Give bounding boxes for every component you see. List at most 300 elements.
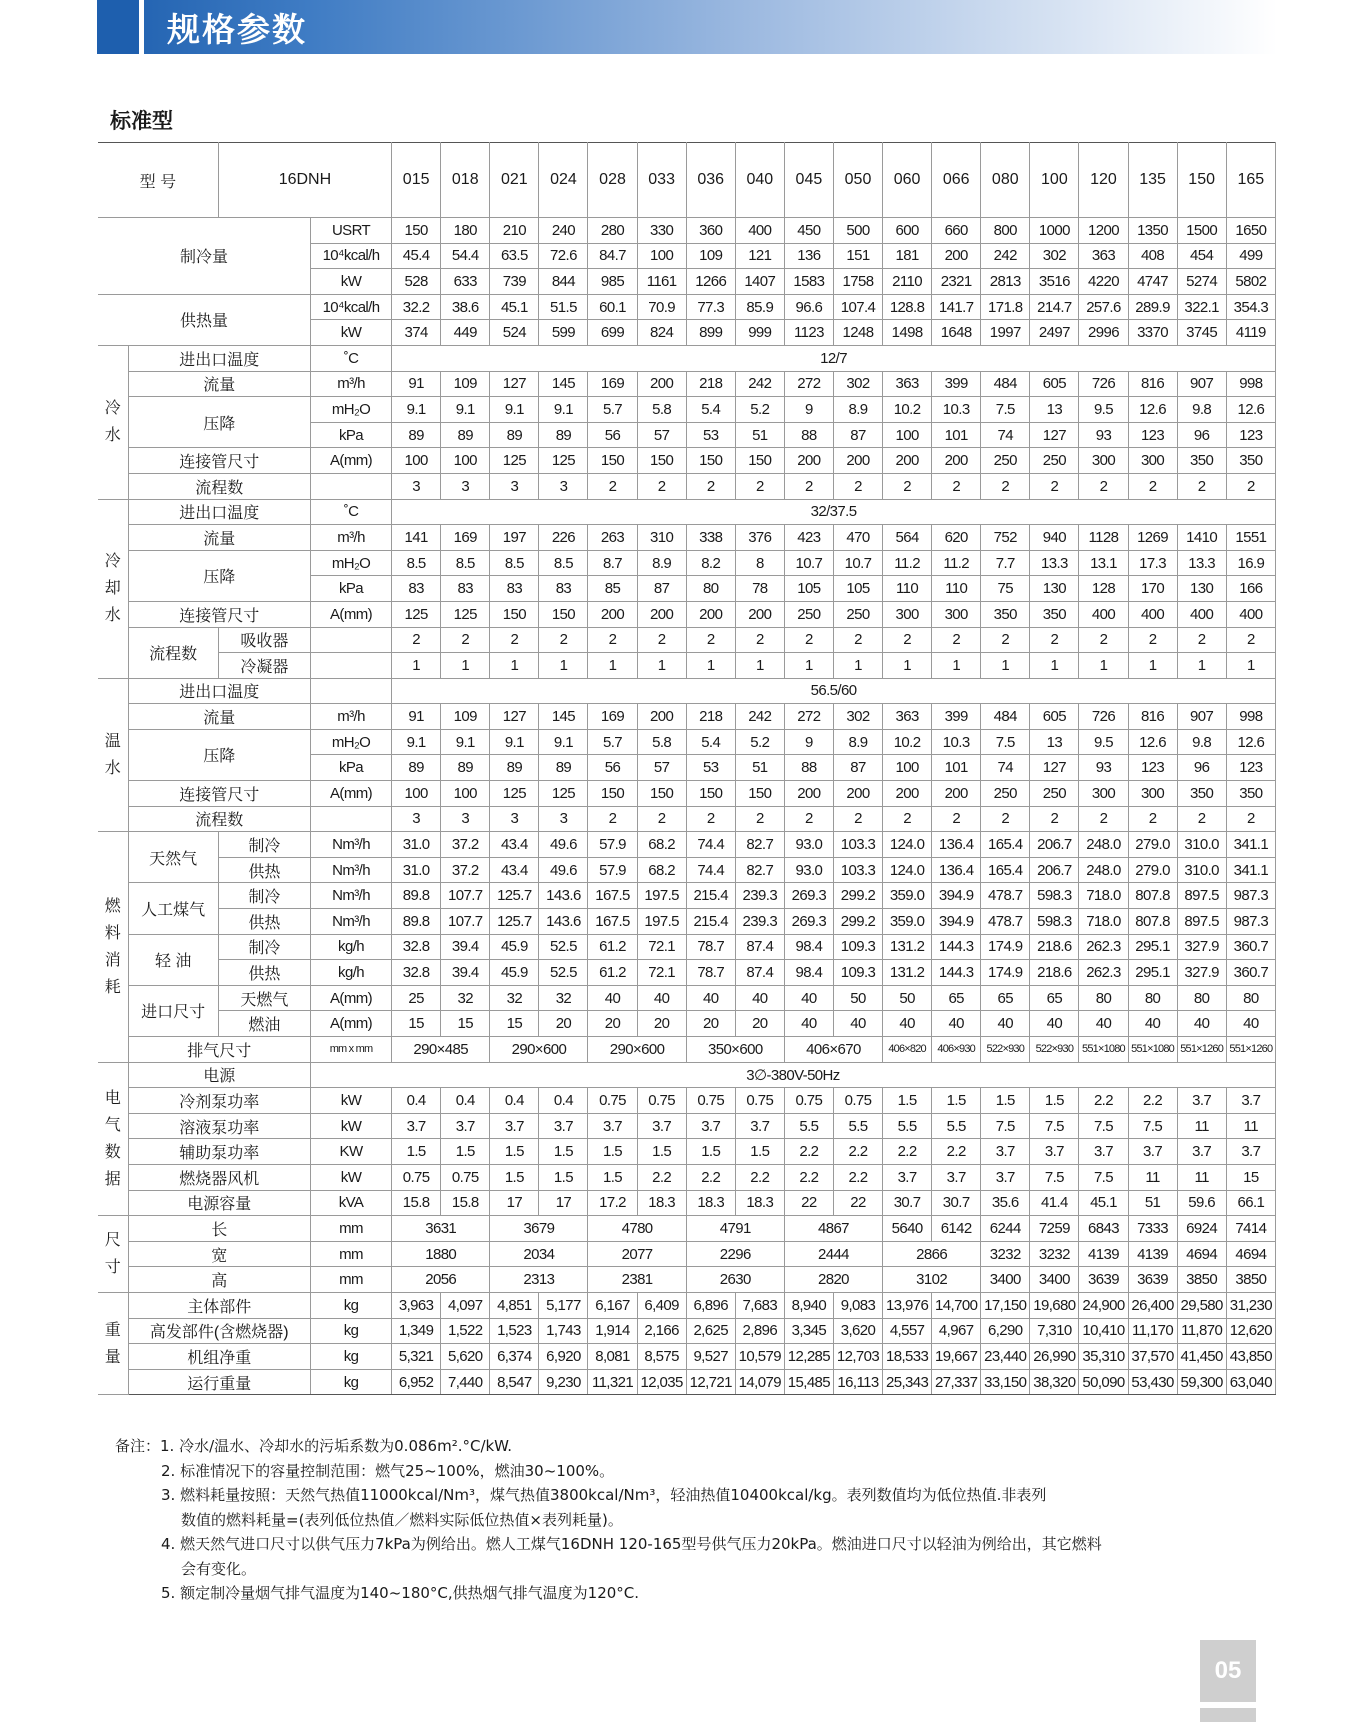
value-cell: 32.8 xyxy=(392,934,441,960)
value-cell: 45.4 xyxy=(392,243,441,269)
value-cell: 45.9 xyxy=(490,960,539,986)
value-cell: 80 xyxy=(1128,985,1177,1011)
row-label: 电源容量 xyxy=(128,1190,310,1216)
value-cell: 96 xyxy=(1177,755,1226,781)
value-cell: 1 xyxy=(735,653,784,679)
value-cell: 8.2 xyxy=(686,550,735,576)
value-cell: 5.5 xyxy=(784,1113,833,1139)
row-label: 压降 xyxy=(128,550,310,601)
value-cell: 125.7 xyxy=(490,909,539,935)
value-cell: 2.2 xyxy=(1079,1088,1128,1114)
value-cell: 9.8 xyxy=(1177,397,1226,423)
value-cell: 302 xyxy=(833,371,882,397)
value-cell: 250 xyxy=(981,781,1030,807)
unit-cell: kg xyxy=(310,1318,391,1344)
value-cell: 290×600 xyxy=(588,1037,686,1063)
value-cell: 9.1 xyxy=(539,397,588,423)
unit-cell: kVA xyxy=(310,1190,391,1216)
value-cell: 197.5 xyxy=(637,883,686,909)
value-cell: 1 xyxy=(1177,653,1226,679)
value-cell: 3.7 xyxy=(981,1164,1030,1190)
value-cell: 40 xyxy=(981,1011,1030,1037)
value-cell: 19,667 xyxy=(932,1344,981,1370)
value-cell: 144.3 xyxy=(932,960,981,986)
value-cell: 3232 xyxy=(1030,1241,1079,1267)
value-cell: 897.5 xyxy=(1177,909,1226,935)
value-cell: 131.2 xyxy=(883,960,932,986)
value-cell: 15 xyxy=(441,1011,490,1037)
value-cell: 394.9 xyxy=(932,883,981,909)
value-cell: 74.4 xyxy=(686,832,735,858)
group-label: 燃料消耗 xyxy=(98,832,128,1062)
table-row xyxy=(98,448,1276,474)
value-cell: 65 xyxy=(932,985,981,1011)
value-cell: 400 xyxy=(1226,601,1275,627)
value-cell: 5,620 xyxy=(441,1344,490,1370)
table-subtitle: 标准型 xyxy=(110,109,173,133)
value-cell: 40 xyxy=(784,1011,833,1037)
value-cell: 2 xyxy=(833,806,882,832)
value-cell: 1.5 xyxy=(735,1139,784,1165)
value-cell: 1407 xyxy=(735,269,784,295)
value-cell: 10.3 xyxy=(932,729,981,755)
value-cell: 127 xyxy=(1030,755,1079,781)
value-cell: 6,896 xyxy=(686,1292,735,1318)
section-header xyxy=(97,0,1277,54)
value-cell: 2444 xyxy=(784,1241,882,1267)
value-cell: 125.7 xyxy=(490,883,539,909)
value-cell: 269.3 xyxy=(784,883,833,909)
value-cell: 1.5 xyxy=(392,1139,441,1165)
value-cell: 0.4 xyxy=(392,1088,441,1114)
value-cell: 2 xyxy=(735,627,784,653)
value-cell: 2.2 xyxy=(1128,1088,1177,1114)
value-cell: 3232 xyxy=(981,1241,1030,1267)
value-cell: 19,680 xyxy=(1030,1292,1079,1318)
value-cell: 0.75 xyxy=(637,1088,686,1114)
value-cell: 49.6 xyxy=(539,832,588,858)
value-cell: 87 xyxy=(637,576,686,602)
row-label: 连接管尺寸 xyxy=(128,781,310,807)
table-row xyxy=(98,1344,1276,1370)
value-cell: 25,343 xyxy=(883,1369,932,1395)
value-cell: 12.6 xyxy=(1128,397,1177,423)
value-cell: 31.0 xyxy=(392,857,441,883)
value-cell: 31.0 xyxy=(392,832,441,858)
value-cell: 2 xyxy=(833,473,882,499)
value-cell: 110 xyxy=(883,576,932,602)
table-row xyxy=(98,934,1276,960)
value-cell: 1583 xyxy=(784,269,833,295)
value-cell: 127 xyxy=(490,371,539,397)
value-cell: 359.0 xyxy=(883,883,932,909)
value-cell: 660 xyxy=(932,218,981,244)
value-cell: 5.2 xyxy=(735,729,784,755)
value-cell: 110 xyxy=(932,576,981,602)
value-cell: 907 xyxy=(1177,704,1226,730)
value-cell: 1 xyxy=(833,653,882,679)
value-cell: 136 xyxy=(784,243,833,269)
value-cell: 124.0 xyxy=(883,832,932,858)
value-cell: 7414 xyxy=(1226,1216,1275,1242)
sub-label: 燃油 xyxy=(218,1011,310,1037)
value-cell: 470 xyxy=(833,525,882,551)
value-cell: 272 xyxy=(784,371,833,397)
value-cell: 17 xyxy=(490,1190,539,1216)
value-cell: 9.5 xyxy=(1079,729,1128,755)
value-cell: 2 xyxy=(981,627,1030,653)
value-cell: 262.3 xyxy=(1079,934,1128,960)
value-cell: 3 xyxy=(441,806,490,832)
value-cell: 45.1 xyxy=(490,294,539,320)
value-cell: 200 xyxy=(833,448,882,474)
value-cell: 3631 xyxy=(392,1216,490,1242)
value-cell: 26,990 xyxy=(1030,1344,1079,1370)
note-1: 备注：1. 冷水/温水、冷却水的污垢系数为0.086m².°C/kW. xyxy=(115,1437,513,1455)
value-cell: 327.9 xyxy=(1177,934,1226,960)
table-row xyxy=(98,525,1276,551)
value-cell: 50,090 xyxy=(1079,1369,1128,1395)
value-cell: 200 xyxy=(784,448,833,474)
value-cell: 63.5 xyxy=(490,243,539,269)
value-cell: 6,409 xyxy=(637,1292,686,1318)
value-cell: 10.7 xyxy=(784,550,833,576)
table-row xyxy=(98,857,1276,883)
value-cell: 53 xyxy=(686,755,735,781)
value-cell: 32.2 xyxy=(392,294,441,320)
value-cell: 124.0 xyxy=(883,857,932,883)
value-cell: 151 xyxy=(833,243,882,269)
value-cell: 80 xyxy=(1079,985,1128,1011)
value-cell: 478.7 xyxy=(981,909,1030,935)
value-cell: 1123 xyxy=(784,320,833,346)
value-cell: 2 xyxy=(833,627,882,653)
value-cell: 400 xyxy=(1177,601,1226,627)
value-cell: 200 xyxy=(932,781,981,807)
value-cell: 9 xyxy=(784,729,833,755)
value-cell: 8.5 xyxy=(392,550,441,576)
value-cell: 5802 xyxy=(1226,269,1275,295)
value-cell: 61.2 xyxy=(588,934,637,960)
value-cell: 40 xyxy=(784,985,833,1011)
value-cell: 32.8 xyxy=(392,960,441,986)
value-cell: 3.7 xyxy=(588,1113,637,1139)
value-cell: 57 xyxy=(637,422,686,448)
value-cell: 423 xyxy=(784,525,833,551)
value-cell: 987.3 xyxy=(1226,883,1275,909)
value-cell: 16,113 xyxy=(833,1369,882,1395)
value-cell: 83 xyxy=(539,576,588,602)
value-cell: 2866 xyxy=(883,1241,981,1267)
value-cell: 2 xyxy=(1079,473,1128,499)
row-label: 流量 xyxy=(128,525,310,551)
value-cell: 363 xyxy=(883,704,932,730)
value-cell: 302 xyxy=(833,704,882,730)
value-span: 56.5/60 xyxy=(392,678,1276,704)
value-cell: 82.7 xyxy=(735,857,784,883)
value-cell: 88 xyxy=(784,755,833,781)
row-label: 冷剂泵功率 xyxy=(128,1088,310,1114)
value-cell: 897.5 xyxy=(1177,883,1226,909)
table-row xyxy=(98,499,1276,525)
value-cell: 32 xyxy=(490,985,539,1011)
value-cell: 551×1260 xyxy=(1226,1037,1275,1063)
value-cell: 3.7 xyxy=(1177,1139,1226,1165)
value-cell: 150 xyxy=(588,781,637,807)
sub-label: 冷凝器 xyxy=(218,653,310,679)
value-cell: 3,345 xyxy=(784,1318,833,1344)
value-cell: 7333 xyxy=(1128,1216,1177,1242)
value-cell: 2.2 xyxy=(637,1164,686,1190)
value-cell: 40 xyxy=(1128,1011,1177,1037)
value-cell: 295.1 xyxy=(1128,960,1177,986)
value-cell: 89.8 xyxy=(392,909,441,935)
value-cell: 359.0 xyxy=(883,909,932,935)
unit-cell: Nm³/h xyxy=(310,909,391,935)
value-cell: 0.4 xyxy=(539,1088,588,1114)
value-cell: 299.2 xyxy=(833,909,882,935)
value-cell: 1 xyxy=(539,653,588,679)
value-cell: 30.7 xyxy=(883,1190,932,1216)
value-cell: 12,703 xyxy=(833,1344,882,1370)
value-cell: 8.5 xyxy=(441,550,490,576)
value-cell: 9 xyxy=(784,397,833,423)
value-cell: 89 xyxy=(539,755,588,781)
value-cell: 107.7 xyxy=(441,883,490,909)
model-header: 080 xyxy=(981,143,1030,218)
value-cell: 239.3 xyxy=(735,909,784,935)
row-label: 辅助泵功率 xyxy=(128,1139,310,1165)
value-cell: 10.2 xyxy=(883,729,932,755)
value-cell: 174.9 xyxy=(981,960,1030,986)
value-cell: 300 xyxy=(1079,448,1128,474)
value-cell: 9.1 xyxy=(539,729,588,755)
value-cell: 816 xyxy=(1128,371,1177,397)
value-cell: 9.1 xyxy=(490,729,539,755)
value-cell: 2 xyxy=(392,627,441,653)
value-cell: 2813 xyxy=(981,269,1030,295)
value-cell: 4220 xyxy=(1079,269,1128,295)
value-cell: 406×670 xyxy=(784,1037,882,1063)
unit-cell xyxy=(310,627,391,653)
value-cell: 25 xyxy=(392,985,441,1011)
value-cell: 1 xyxy=(1030,653,1079,679)
value-cell: 43.4 xyxy=(490,857,539,883)
model-header: 100 xyxy=(1030,143,1079,218)
table-row xyxy=(98,473,1276,499)
unit-cell: mH₂O xyxy=(310,397,391,423)
value-cell: 998 xyxy=(1226,704,1275,730)
value-cell: 9.1 xyxy=(441,397,490,423)
value-cell: 40 xyxy=(932,1011,981,1037)
value-cell: 9,527 xyxy=(686,1344,735,1370)
value-cell: 0.75 xyxy=(833,1088,882,1114)
model-header: 015 xyxy=(392,143,441,218)
value-cell: 226 xyxy=(539,525,588,551)
value-cell: 299.2 xyxy=(833,883,882,909)
value-cell: 22 xyxy=(833,1190,882,1216)
value-cell: 2,896 xyxy=(735,1318,784,1344)
table-row xyxy=(98,1139,1276,1165)
value-cell: 1650 xyxy=(1226,218,1275,244)
row-label: 压降 xyxy=(128,729,310,780)
value-cell: 13 xyxy=(1030,397,1079,423)
value-cell: 599 xyxy=(539,320,588,346)
value-cell: 1128 xyxy=(1079,525,1128,551)
value-cell: 3.7 xyxy=(637,1113,686,1139)
value-cell: 4139 xyxy=(1079,1241,1128,1267)
value-cell: 4791 xyxy=(686,1216,784,1242)
value-cell: 2 xyxy=(784,806,833,832)
value-cell: 15,485 xyxy=(784,1369,833,1395)
value-cell: 170 xyxy=(1128,576,1177,602)
value-cell: 3.7 xyxy=(686,1113,735,1139)
value-cell: 218 xyxy=(686,371,735,397)
value-cell: 290×485 xyxy=(392,1037,490,1063)
value-cell: 6,374 xyxy=(490,1344,539,1370)
value-cell: 0.75 xyxy=(784,1088,833,1114)
value-cell: 9.1 xyxy=(392,397,441,423)
value-cell: 2820 xyxy=(784,1267,882,1293)
value-cell: 45.9 xyxy=(490,934,539,960)
value-cell: 1.5 xyxy=(1030,1088,1079,1114)
value-cell: 8,940 xyxy=(784,1292,833,1318)
value-cell: 40 xyxy=(1226,1011,1275,1037)
value-cell: 400 xyxy=(1079,601,1128,627)
value-cell: 1.5 xyxy=(441,1139,490,1165)
value-cell: 600 xyxy=(883,218,932,244)
value-cell: 10.2 xyxy=(883,397,932,423)
value-cell: 181 xyxy=(883,243,932,269)
group-label: 电气数据 xyxy=(98,1062,128,1216)
value-cell: 7.5 xyxy=(981,1113,1030,1139)
value-cell: 3400 xyxy=(981,1267,1030,1293)
value-cell: 1.5 xyxy=(490,1164,539,1190)
row-label: 溶液泵功率 xyxy=(128,1113,310,1139)
value-cell: 150 xyxy=(637,781,686,807)
value-cell: 53 xyxy=(686,422,735,448)
value-cell: 2.2 xyxy=(932,1139,981,1165)
value-cell: 449 xyxy=(441,320,490,346)
group-label: 冷水 xyxy=(98,345,128,499)
value-cell: 376 xyxy=(735,525,784,551)
unit-cell: kg xyxy=(310,1292,391,1318)
value-cell: 9.8 xyxy=(1177,729,1226,755)
value-cell: 125 xyxy=(490,781,539,807)
value-cell: 11.2 xyxy=(883,550,932,576)
value-cell: 17.3 xyxy=(1128,550,1177,576)
value-cell: 360 xyxy=(686,218,735,244)
value-cell: 0.75 xyxy=(392,1164,441,1190)
value-cell: 12,035 xyxy=(637,1369,686,1395)
value-cell: 2077 xyxy=(588,1241,686,1267)
value-cell: 215.4 xyxy=(686,909,735,935)
value-cell: 551×1080 xyxy=(1079,1037,1128,1063)
value-cell: 10,410 xyxy=(1079,1318,1128,1344)
value-cell: 985 xyxy=(588,269,637,295)
value-cell: 2.2 xyxy=(686,1164,735,1190)
sub-label: 制冷 xyxy=(218,883,310,909)
value-cell: 408 xyxy=(1128,243,1177,269)
row-label: 运行重量 xyxy=(128,1369,310,1395)
value-cell: 51 xyxy=(1128,1190,1177,1216)
value-cell: 210 xyxy=(490,218,539,244)
value-cell: 100 xyxy=(883,755,932,781)
value-cell: 169 xyxy=(588,704,637,730)
value-cell: 2 xyxy=(588,806,637,832)
value-cell: 7259 xyxy=(1030,1216,1079,1242)
value-cell: 250 xyxy=(981,448,1030,474)
value-cell: 3102 xyxy=(883,1267,981,1293)
value-cell: 80 xyxy=(1226,985,1275,1011)
value-cell: 3.7 xyxy=(1030,1139,1079,1165)
sub-label: 供热 xyxy=(218,857,310,883)
value-cell: 74 xyxy=(981,422,1030,448)
value-cell: 2,166 xyxy=(637,1318,686,1344)
value-cell: 824 xyxy=(637,320,686,346)
value-cell: 6,920 xyxy=(539,1344,588,1370)
value-cell: 400 xyxy=(1128,601,1177,627)
value-cell: 5.8 xyxy=(637,729,686,755)
value-cell: 350×600 xyxy=(686,1037,784,1063)
value-cell: 1350 xyxy=(1128,218,1177,244)
note-3: 3. 燃料耗量按照：天然气热值11000kcal/Nm³，煤气热值3800kcal/Nm³，轻油热值10400kcal/kg。表列数值均为低位热值.非表列 xyxy=(161,1486,1047,1504)
value-cell: 40 xyxy=(833,1011,882,1037)
value-cell: 218 xyxy=(686,704,735,730)
model-header: 050 xyxy=(833,143,882,218)
value-cell: 250 xyxy=(833,601,882,627)
value-cell: 144.3 xyxy=(932,934,981,960)
value-cell: 327.9 xyxy=(1177,960,1226,986)
value-cell: 83 xyxy=(392,576,441,602)
value-cell: 83 xyxy=(490,576,539,602)
value-cell: 2 xyxy=(686,627,735,653)
unit-cell: A(mm) xyxy=(310,448,391,474)
value-cell: 141.7 xyxy=(932,294,981,320)
value-cell: 3 xyxy=(539,806,588,832)
value-cell: 987.3 xyxy=(1226,909,1275,935)
value-cell: 2 xyxy=(539,627,588,653)
value-cell: 2 xyxy=(588,473,637,499)
value-cell: 2 xyxy=(1226,806,1275,832)
value-cell: 52.5 xyxy=(539,934,588,960)
value-cell: 20 xyxy=(588,1011,637,1037)
value-cell: 0.75 xyxy=(441,1164,490,1190)
value-cell: 8.5 xyxy=(539,550,588,576)
value-cell: 200 xyxy=(735,601,784,627)
value-cell: 633 xyxy=(441,269,490,295)
unit-cell: KW xyxy=(310,1139,391,1165)
model-header: 040 xyxy=(735,143,784,218)
value-cell: 2110 xyxy=(883,269,932,295)
value-cell: 3.7 xyxy=(539,1113,588,1139)
value-cell: 59,300 xyxy=(1177,1369,1226,1395)
value-cell: 11,321 xyxy=(588,1369,637,1395)
unit-cell: mm xyxy=(310,1267,391,1293)
unit-cell: kg/h xyxy=(310,934,391,960)
value-cell: 103.3 xyxy=(833,857,882,883)
value-cell: 899 xyxy=(686,320,735,346)
value-cell: 2 xyxy=(735,806,784,832)
model-header: 036 xyxy=(686,143,735,218)
value-cell: 8,547 xyxy=(490,1369,539,1395)
value-cell: 0.4 xyxy=(441,1088,490,1114)
value-cell: 101 xyxy=(932,422,981,448)
value-cell: 35,310 xyxy=(1079,1344,1128,1370)
group-label: 尺寸 xyxy=(98,1216,128,1293)
value-cell: 300 xyxy=(932,601,981,627)
table-row xyxy=(98,678,1276,704)
